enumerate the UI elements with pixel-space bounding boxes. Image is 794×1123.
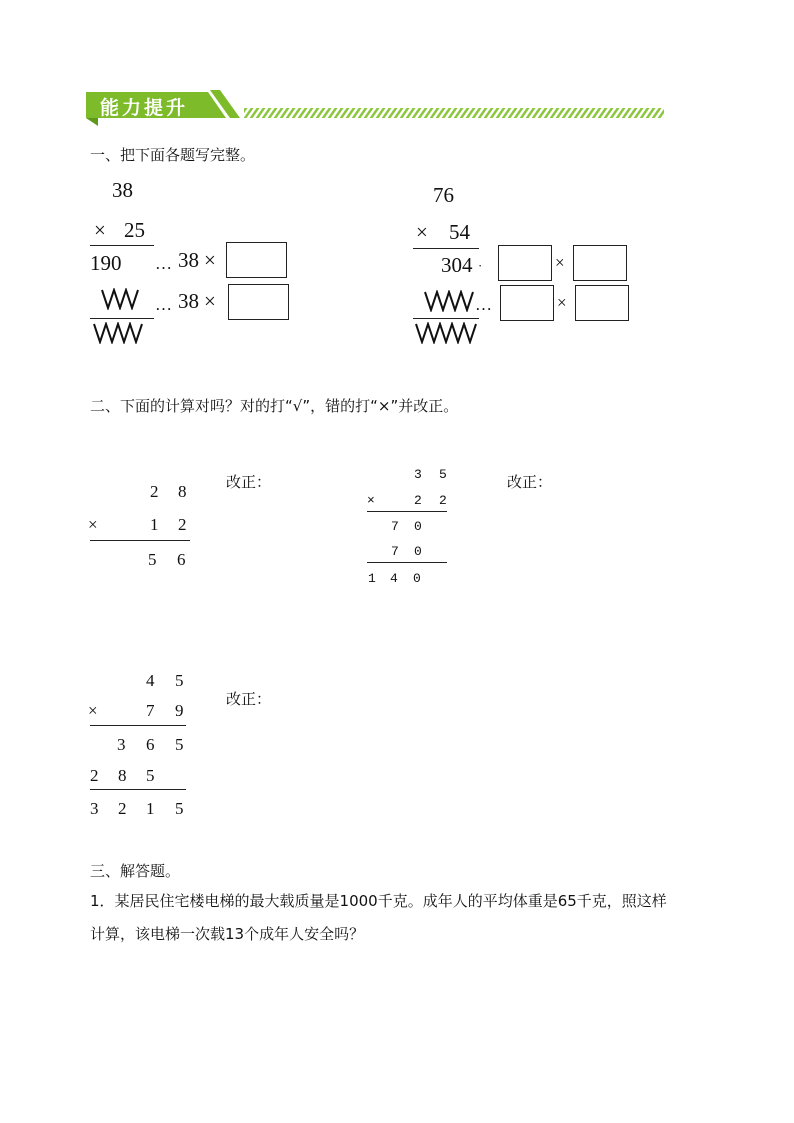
calcB-r2-d2: 2 <box>439 493 447 508</box>
calcA-r1-d1: 2 <box>150 482 159 501</box>
calcB-r1-d2: 5 <box>439 467 447 482</box>
banner-title: 能力提升 <box>100 97 189 119</box>
calcC-p1-d3: 5 <box>175 735 184 754</box>
problemA-dots2: … <box>155 295 172 314</box>
problemB-top: 76 <box>433 183 454 207</box>
calcB-line2 <box>367 562 447 563</box>
calcB-p1-d1: 7 <box>391 519 399 534</box>
problemB-row1: 304 <box>441 253 473 277</box>
calcA-r1-d2: 8 <box>178 482 187 501</box>
problemB-dots2: … <box>475 295 492 314</box>
calcC-op: × <box>88 701 98 720</box>
problemA-bottom: 25 <box>124 218 145 242</box>
calcA-res-d1: 5 <box>148 550 157 569</box>
section-banner <box>86 86 676 128</box>
calcC-line1 <box>90 725 186 726</box>
problemB-answer-box3[interactable] <box>500 285 554 321</box>
problemA-scribble2 <box>92 322 152 344</box>
problemA-dots1: … <box>155 254 172 273</box>
problemA-scribble1 <box>100 288 160 310</box>
problemB-times2: × <box>557 293 567 312</box>
problemB-scribble1 <box>423 290 483 312</box>
calcC-r1-d2: 5 <box>175 671 184 690</box>
problemA-times1: × <box>204 248 216 272</box>
calcC-line2 <box>90 789 186 790</box>
problemA-label38-2: 38 <box>178 289 199 313</box>
calcC-res-d3: 1 <box>146 799 155 818</box>
calcC-p2-d3: 5 <box>146 766 155 785</box>
calcC-res-d1: 3 <box>90 799 99 818</box>
problemA-answer-box1[interactable] <box>226 242 287 278</box>
question1-line1: 1．某居民住宅楼电梯的最大载质量是1000千克。成年人的平均体重是65千克，照这样 <box>90 892 667 910</box>
section1-heading: 一、把下面各题写完整。 <box>90 146 256 164</box>
problemA-line2 <box>90 318 154 319</box>
calcA-op: × <box>88 515 98 534</box>
calcB-res-d3: 0 <box>413 571 421 586</box>
calcC-r2-d1: 7 <box>146 701 155 720</box>
question1-line2: 计算，该电梯一次载13个成年人安全吗？ <box>90 925 365 943</box>
calcB-p1-d2: 0 <box>414 519 422 534</box>
calcA-res-d2: 6 <box>177 550 186 569</box>
calcC-r1-d1: 4 <box>146 671 155 690</box>
problemB-dots1: · <box>478 258 483 273</box>
calcB-r1-d1: 3 <box>414 467 422 482</box>
problemB-scribble2 <box>414 322 484 344</box>
calcB-correction-label: 改正： <box>507 473 553 491</box>
problemB-times1: × <box>555 253 565 272</box>
calcB-r2-d1: 2 <box>414 493 422 508</box>
calcB-op: × <box>367 493 375 508</box>
calcA-r2-d2: 2 <box>178 515 187 534</box>
calcC-p2-d2: 8 <box>118 766 127 785</box>
calcB-line1 <box>367 511 447 512</box>
section3-heading: 三、解答题。 <box>90 862 181 880</box>
problemA-answer-box2[interactable] <box>228 284 289 320</box>
section2-heading: 二、下面的计算对吗？对的打“√”，错的打“×”并改正。 <box>90 397 459 415</box>
problemB-op: × <box>416 220 428 244</box>
calcB-p2-d1: 7 <box>391 544 399 559</box>
problemA-row1: 190 <box>90 251 122 275</box>
calcC-correction-label: 改正： <box>226 690 272 708</box>
problemA-line1 <box>90 245 154 246</box>
calcB-res-d1: 1 <box>368 571 376 586</box>
calcC-p2-d1: 2 <box>90 766 99 785</box>
problemB-answer-box4[interactable] <box>575 285 629 321</box>
problemA-top: 38 <box>112 178 133 202</box>
calcC-p1-d1: 3 <box>117 735 126 754</box>
calcA-r2-d1: 1 <box>150 515 159 534</box>
calcC-res-d4: 5 <box>175 799 184 818</box>
problemB-line2 <box>413 318 479 319</box>
calcC-p1-d2: 6 <box>146 735 155 754</box>
calcA-line <box>90 540 190 541</box>
problemA-label38-1: 38 <box>178 248 199 272</box>
calcC-r2-d2: 9 <box>175 701 184 720</box>
problemB-answer-box2[interactable] <box>573 245 627 281</box>
problemA-times2: × <box>204 289 216 313</box>
calcC-res-d2: 2 <box>118 799 127 818</box>
problemB-bottom: 54 <box>449 220 470 244</box>
problemA-op: × <box>94 218 106 242</box>
problemB-line1 <box>413 248 479 249</box>
problemB-answer-box1[interactable] <box>498 245 552 281</box>
calcB-res-d2: 4 <box>390 571 398 586</box>
calcB-p2-d2: 0 <box>414 544 422 559</box>
calcA-correction-label: 改正： <box>226 473 272 491</box>
